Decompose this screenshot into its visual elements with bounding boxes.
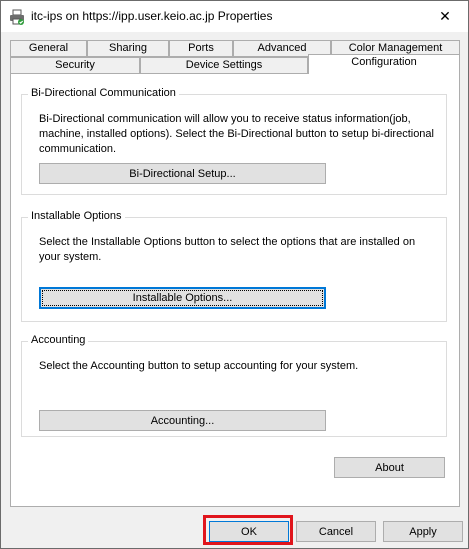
tab-configuration[interactable]: Configuration xyxy=(308,54,460,74)
installable-options-title: Installable Options xyxy=(28,210,125,222)
focus-rectangle xyxy=(42,290,323,306)
installable-options-description: Select the Installable Options button to select the options that are installed on your system. xyxy=(39,236,416,263)
tab-sharing[interactable]: Sharing xyxy=(87,40,169,57)
tab-device-settings[interactable]: Device Settings xyxy=(140,57,308,74)
tab-general[interactable]: General xyxy=(10,40,87,57)
close-button[interactable] xyxy=(422,1,468,32)
accounting-button[interactable]: Accounting... xyxy=(39,410,326,431)
tab-ports[interactable]: Ports xyxy=(169,40,233,57)
tab-advanced[interactable]: Advanced xyxy=(233,40,331,57)
apply-button[interactable]: Apply xyxy=(383,521,463,542)
ok-highlight-box xyxy=(203,515,293,545)
bidirectional-title: Bi-Directional Communication xyxy=(28,87,179,99)
accounting-description: Select the Accounting button to setup accounting for your system. xyxy=(39,360,359,372)
printer-icon xyxy=(9,9,25,25)
tab-security[interactable]: Security xyxy=(10,57,140,74)
bidirectional-description: Bi-Directional communication will allow you to receive status information(job, machine, installed options). Select the Bi-Directional button to setup bi-directional communication. xyxy=(39,113,434,155)
bidirectional-group xyxy=(21,87,447,195)
ok-button[interactable]: OK xyxy=(209,521,289,542)
installable-options-group xyxy=(21,210,447,322)
title-bar[interactable] xyxy=(1,1,468,32)
configuration-panel xyxy=(10,73,460,507)
accounting-title: Accounting xyxy=(28,334,88,346)
cancel-button[interactable]: Cancel xyxy=(296,521,376,542)
about-button[interactable]: About xyxy=(334,457,445,478)
window-title: itc-ips on https://ipp.user.keio.ac.jp Properties xyxy=(31,9,273,23)
bidirectional-setup-button[interactable]: Bi-Directional Setup... xyxy=(39,163,326,184)
tab-color-management[interactable]: Color Management xyxy=(331,40,460,57)
installable-options-button-label: Installable Options... xyxy=(132,292,233,304)
close-icon: ✕ xyxy=(439,8,451,24)
installable-options-button[interactable] xyxy=(39,287,326,309)
accounting-group xyxy=(21,334,447,437)
